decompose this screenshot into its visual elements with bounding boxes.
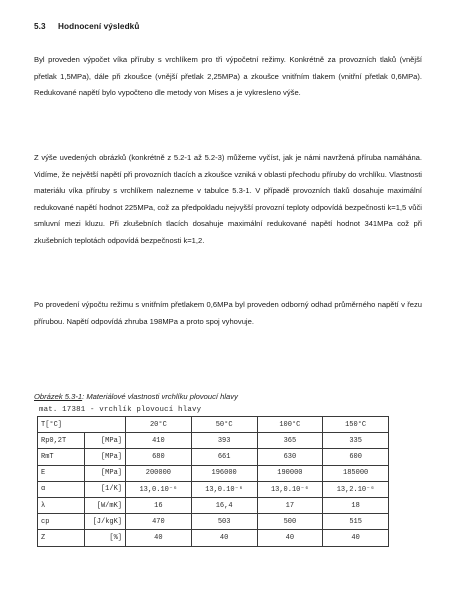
table-cell: 18: [323, 497, 389, 513]
table-cell: 13,0.10⁻⁶: [257, 481, 323, 497]
table-row: [38, 465, 389, 481]
table-cell: 40: [257, 530, 323, 546]
table-row: [38, 449, 389, 465]
table-cell: 661: [191, 449, 257, 465]
paragraph-1: Byl proveden výpočet víka příruby s vrchlíkem pro tři výpočetní režimy. Konkrétně za provozních tlaků (vnější přetlak 1,5MPa), dále při zkoušce (vnější přetlak 2,25MPa) a zkoušce vnitřním tlakem (vnitřní přetlak 0,6MPa). Redukované napětí bylo vypočteno dle metody von Mises a je vykresleno výše.: [34, 55, 422, 98]
table-cell: 40: [323, 530, 389, 546]
section-number: 5.3: [34, 22, 46, 31]
table-cell: 503: [191, 514, 257, 530]
table-cell: 13,0.10⁻⁶: [126, 481, 192, 497]
table-cell: 13,2.10⁻⁶: [323, 481, 389, 497]
paragraph-3: Po provedení výpočtu režimu s vnitřním přetlakem 0,6MPa byl proveden odborný odhad průměrného napětí v řezu přírubou. Napětí odpovídá zhruba 198MPa a proto spoj vyhovuje.: [34, 300, 422, 326]
caption-text: : Materiálové vlastnosti vrchlíku plovoucí hlavy: [82, 392, 238, 401]
row-unit: [MPa]: [85, 449, 126, 465]
table-cell: 600: [323, 449, 389, 465]
material-properties-figure: [37, 404, 389, 547]
table-cell: 40: [126, 530, 192, 546]
table-cell: 393: [191, 433, 257, 449]
table-cell: 515: [323, 514, 389, 530]
row-unit: [MPa]: [85, 465, 126, 481]
table-cell: 17: [257, 497, 323, 513]
header-col-150: 150°C: [323, 417, 389, 433]
section-title: Hodnocení výsledků: [58, 22, 140, 31]
table-cell: 500: [257, 514, 323, 530]
row-symbol: α: [38, 481, 85, 497]
table-cell: 190000: [257, 465, 323, 481]
row-symbol: cp: [38, 514, 85, 530]
header-col-100: 100°C: [257, 417, 323, 433]
table-cell: 40: [191, 530, 257, 546]
table-header-row: [38, 417, 389, 433]
table-cell: 200000: [126, 465, 192, 481]
caption-label: Obrázek 5.3-1: [34, 392, 83, 401]
table-row: [38, 433, 389, 449]
figure-title: mat. 17381 - vrchlík plovoucí hlavy: [39, 406, 202, 414]
row-unit: [%]: [85, 530, 126, 546]
table-cell: 410: [126, 433, 192, 449]
table-cell: 16: [126, 497, 192, 513]
table-cell: 630: [257, 449, 323, 465]
table-row: [38, 530, 389, 546]
table-row: [38, 497, 389, 513]
paragraph-2: Z výše uvedených obrázků (konkrétně z 5.2-1 až 5.2-3) můžeme vyčíst, jak je námi navržená příruba namáhána. Vidíme, že největší napětí při provozních tlacích a zkoušce vzniká v oblasti přechodu příruby do vrchlíku. Vlastnosti materiálu víka příruby s vrchlíkem nalezneme v tabulce 5.3-1. V případě provozních tlaků dosahuje maximální redukované napětí hodnot 225MPa, což za předpokladu nejvyšší provozní teploty odpovídá bezpečnosti k=1,5 vůči smluvní mezi kluzu. Při zkušebních tlacích dosahuje maximální redukované napětí hodnot 341MPa což při zkušebních teplotách odpovídá bezpečnosti k=1,2.: [34, 153, 422, 245]
table-cell: 185000: [323, 465, 389, 481]
table-row: [38, 514, 389, 530]
table-cell: 16,4: [191, 497, 257, 513]
figure-caption: [34, 392, 238, 401]
row-symbol: Z: [38, 530, 85, 546]
table-cell: 470: [126, 514, 192, 530]
table-row: [38, 481, 389, 497]
section-heading: [34, 22, 139, 31]
table-cell: 13,0.10⁻⁶: [191, 481, 257, 497]
header-temperature: T[°C]: [38, 417, 126, 433]
header-col-50: 50°C: [191, 417, 257, 433]
table-cell: 680: [126, 449, 192, 465]
row-symbol: Rp0,2T: [38, 433, 85, 449]
table-cell: 196000: [191, 465, 257, 481]
row-symbol: RmT: [38, 449, 85, 465]
header-col-20: 20°C: [126, 417, 192, 433]
table-cell: 365: [257, 433, 323, 449]
table-cell: 335: [323, 433, 389, 449]
row-unit: [J/kgK]: [85, 514, 126, 530]
row-unit: [W/mK]: [85, 497, 126, 513]
row-symbol: λ: [38, 497, 85, 513]
row-unit: [1/K]: [85, 481, 126, 497]
row-symbol: E: [38, 465, 85, 481]
row-unit: [MPa]: [85, 433, 126, 449]
material-properties-table: [37, 416, 389, 547]
